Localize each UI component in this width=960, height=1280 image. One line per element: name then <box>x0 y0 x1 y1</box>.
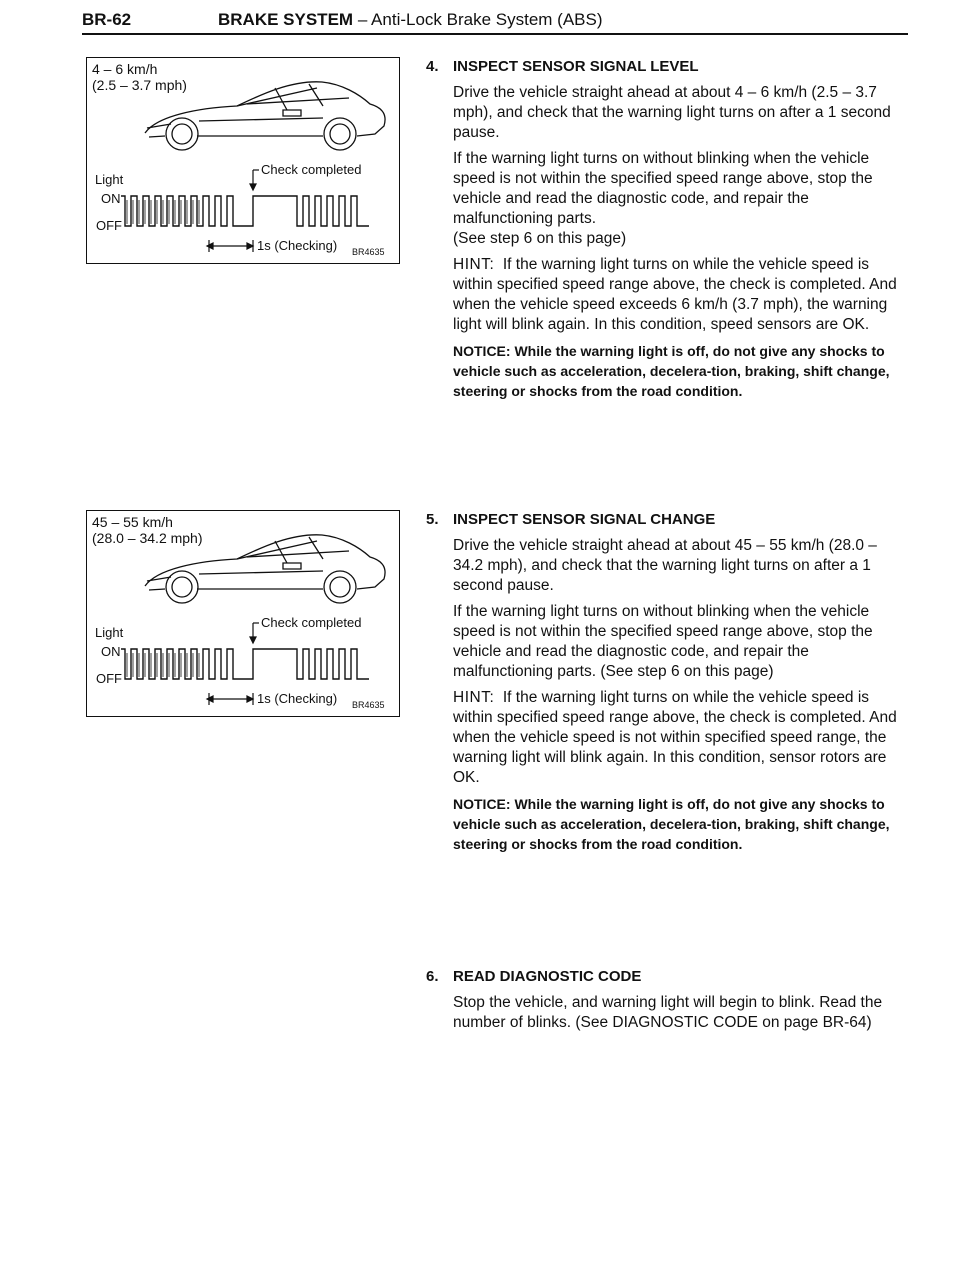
figure-reference: BR4635 <box>352 247 385 257</box>
light-label: Light <box>95 172 124 187</box>
speed-mph: (28.0 – 34.2 mph) <box>92 530 203 546</box>
page-title <box>218 10 603 30</box>
light-signal-waveform <box>121 649 369 679</box>
section-title: BRAKE SYSTEM <box>218 10 354 29</box>
figure-reference: BR4635 <box>352 700 385 710</box>
check-completed-label: Check completed <box>261 162 362 177</box>
speed-range-label <box>92 61 187 93</box>
step-paragraph-text: If the warning light turns on without blinking when the vehicle speed is not within the specified speed range above, stop the vehicle and read the diagnostic code, and repair the malfunctioning parts. <box>453 150 873 227</box>
speed-range-label <box>92 514 203 546</box>
light-label: Light <box>95 625 124 640</box>
on-label: ON <box>101 191 121 206</box>
step-paragraph: Drive the vehicle straight ahead at about 45 – 55 km/h (28.0 – 34.2 mph), and check that the warning light turns on after a 1 second pause. <box>453 537 877 594</box>
header-rule <box>82 33 908 35</box>
on-label: ON <box>101 644 121 659</box>
section-subtitle: – Anti-Lock Brake System (ABS) <box>357 10 603 29</box>
check-marker <box>250 623 259 643</box>
step-cross-reference: (See step 6 on this page) <box>453 230 627 247</box>
speed-mph: (2.5 – 3.7 mph) <box>92 77 187 93</box>
step-number: 5. <box>426 511 439 528</box>
hint-label: HINT: <box>453 256 495 273</box>
checking-interval-arrow <box>207 693 253 705</box>
page-header <box>82 10 908 32</box>
figure-high-speed <box>86 510 400 717</box>
speed-kmh: 45 – 55 km/h <box>92 514 173 530</box>
hint-paragraph <box>453 688 908 788</box>
hint-label: HINT: <box>453 689 495 706</box>
step-number: 6. <box>426 968 439 985</box>
step-body <box>453 993 908 1039</box>
light-signal-waveform <box>121 196 369 226</box>
step-paragraph <box>453 149 908 249</box>
notice-paragraph: NOTICE: While the warning light is off, do not give any shocks to vehicle such as acceleration, decelera-tion, braking, shift change, steering or shocks from the road condition. <box>453 796 890 852</box>
step-title: INSPECT SENSOR SIGNAL CHANGE <box>453 511 716 528</box>
notice-paragraph: NOTICE: While the warning light is off, do not give any shocks to vehicle such as acceleration, decelera-tion, braking, shift change, steering or shocks from the road condition. <box>453 343 890 399</box>
check-marker <box>250 170 259 190</box>
hint-paragraph <box>453 255 908 335</box>
step-paragraph: If the warning light turns on without blinking when the vehicle speed is not within the specified speed range above, stop the vehicle and read the diagnostic code, and repair the malfunctioning parts. (See step 6 on this page) <box>453 603 873 680</box>
figure-low-speed <box>86 57 400 264</box>
step-title: INSPECT SENSOR SIGNAL LEVEL <box>453 58 699 75</box>
step-title: READ DIAGNOSTIC CODE <box>453 968 642 985</box>
step-paragraph: Drive the vehicle straight ahead at about 4 – 6 km/h (2.5 – 3.7 mph), and check that the warning light turns on after a 1 second pause. <box>453 84 891 141</box>
checking-interval-arrow <box>207 240 253 252</box>
checking-label: 1s (Checking) <box>257 691 338 706</box>
hint-text: If the warning light turns on while the vehicle speed is within specified speed range above, the check is completed. And when the vehicle speed is not within specified speed range, the warning light will blink again. In this condition, sensor rotors are OK. <box>453 689 897 786</box>
hint-text: If the warning light turns on while the vehicle speed is within specified speed range above, the check is completed. And when the vehicle speed exceeds 6 km/h (3.7 mph), the warning light will blink again. In this condition, speed sensors are OK. <box>453 256 897 333</box>
off-label: OFF <box>96 218 122 233</box>
checking-label: 1s (Checking) <box>257 238 338 253</box>
speed-kmh: 4 – 6 km/h <box>92 61 158 77</box>
check-completed-label: Check completed <box>261 615 362 630</box>
off-label: OFF <box>96 671 122 686</box>
step-paragraph: Stop the vehicle, and warning light will begin to blink. Read the number of blinks. (See DIAGNOSTIC CODE on page BR-64) <box>453 994 883 1031</box>
step-number: 4. <box>426 58 439 75</box>
page-code: BR-62 <box>82 10 132 29</box>
step-body <box>453 536 908 860</box>
step-body <box>453 83 908 407</box>
